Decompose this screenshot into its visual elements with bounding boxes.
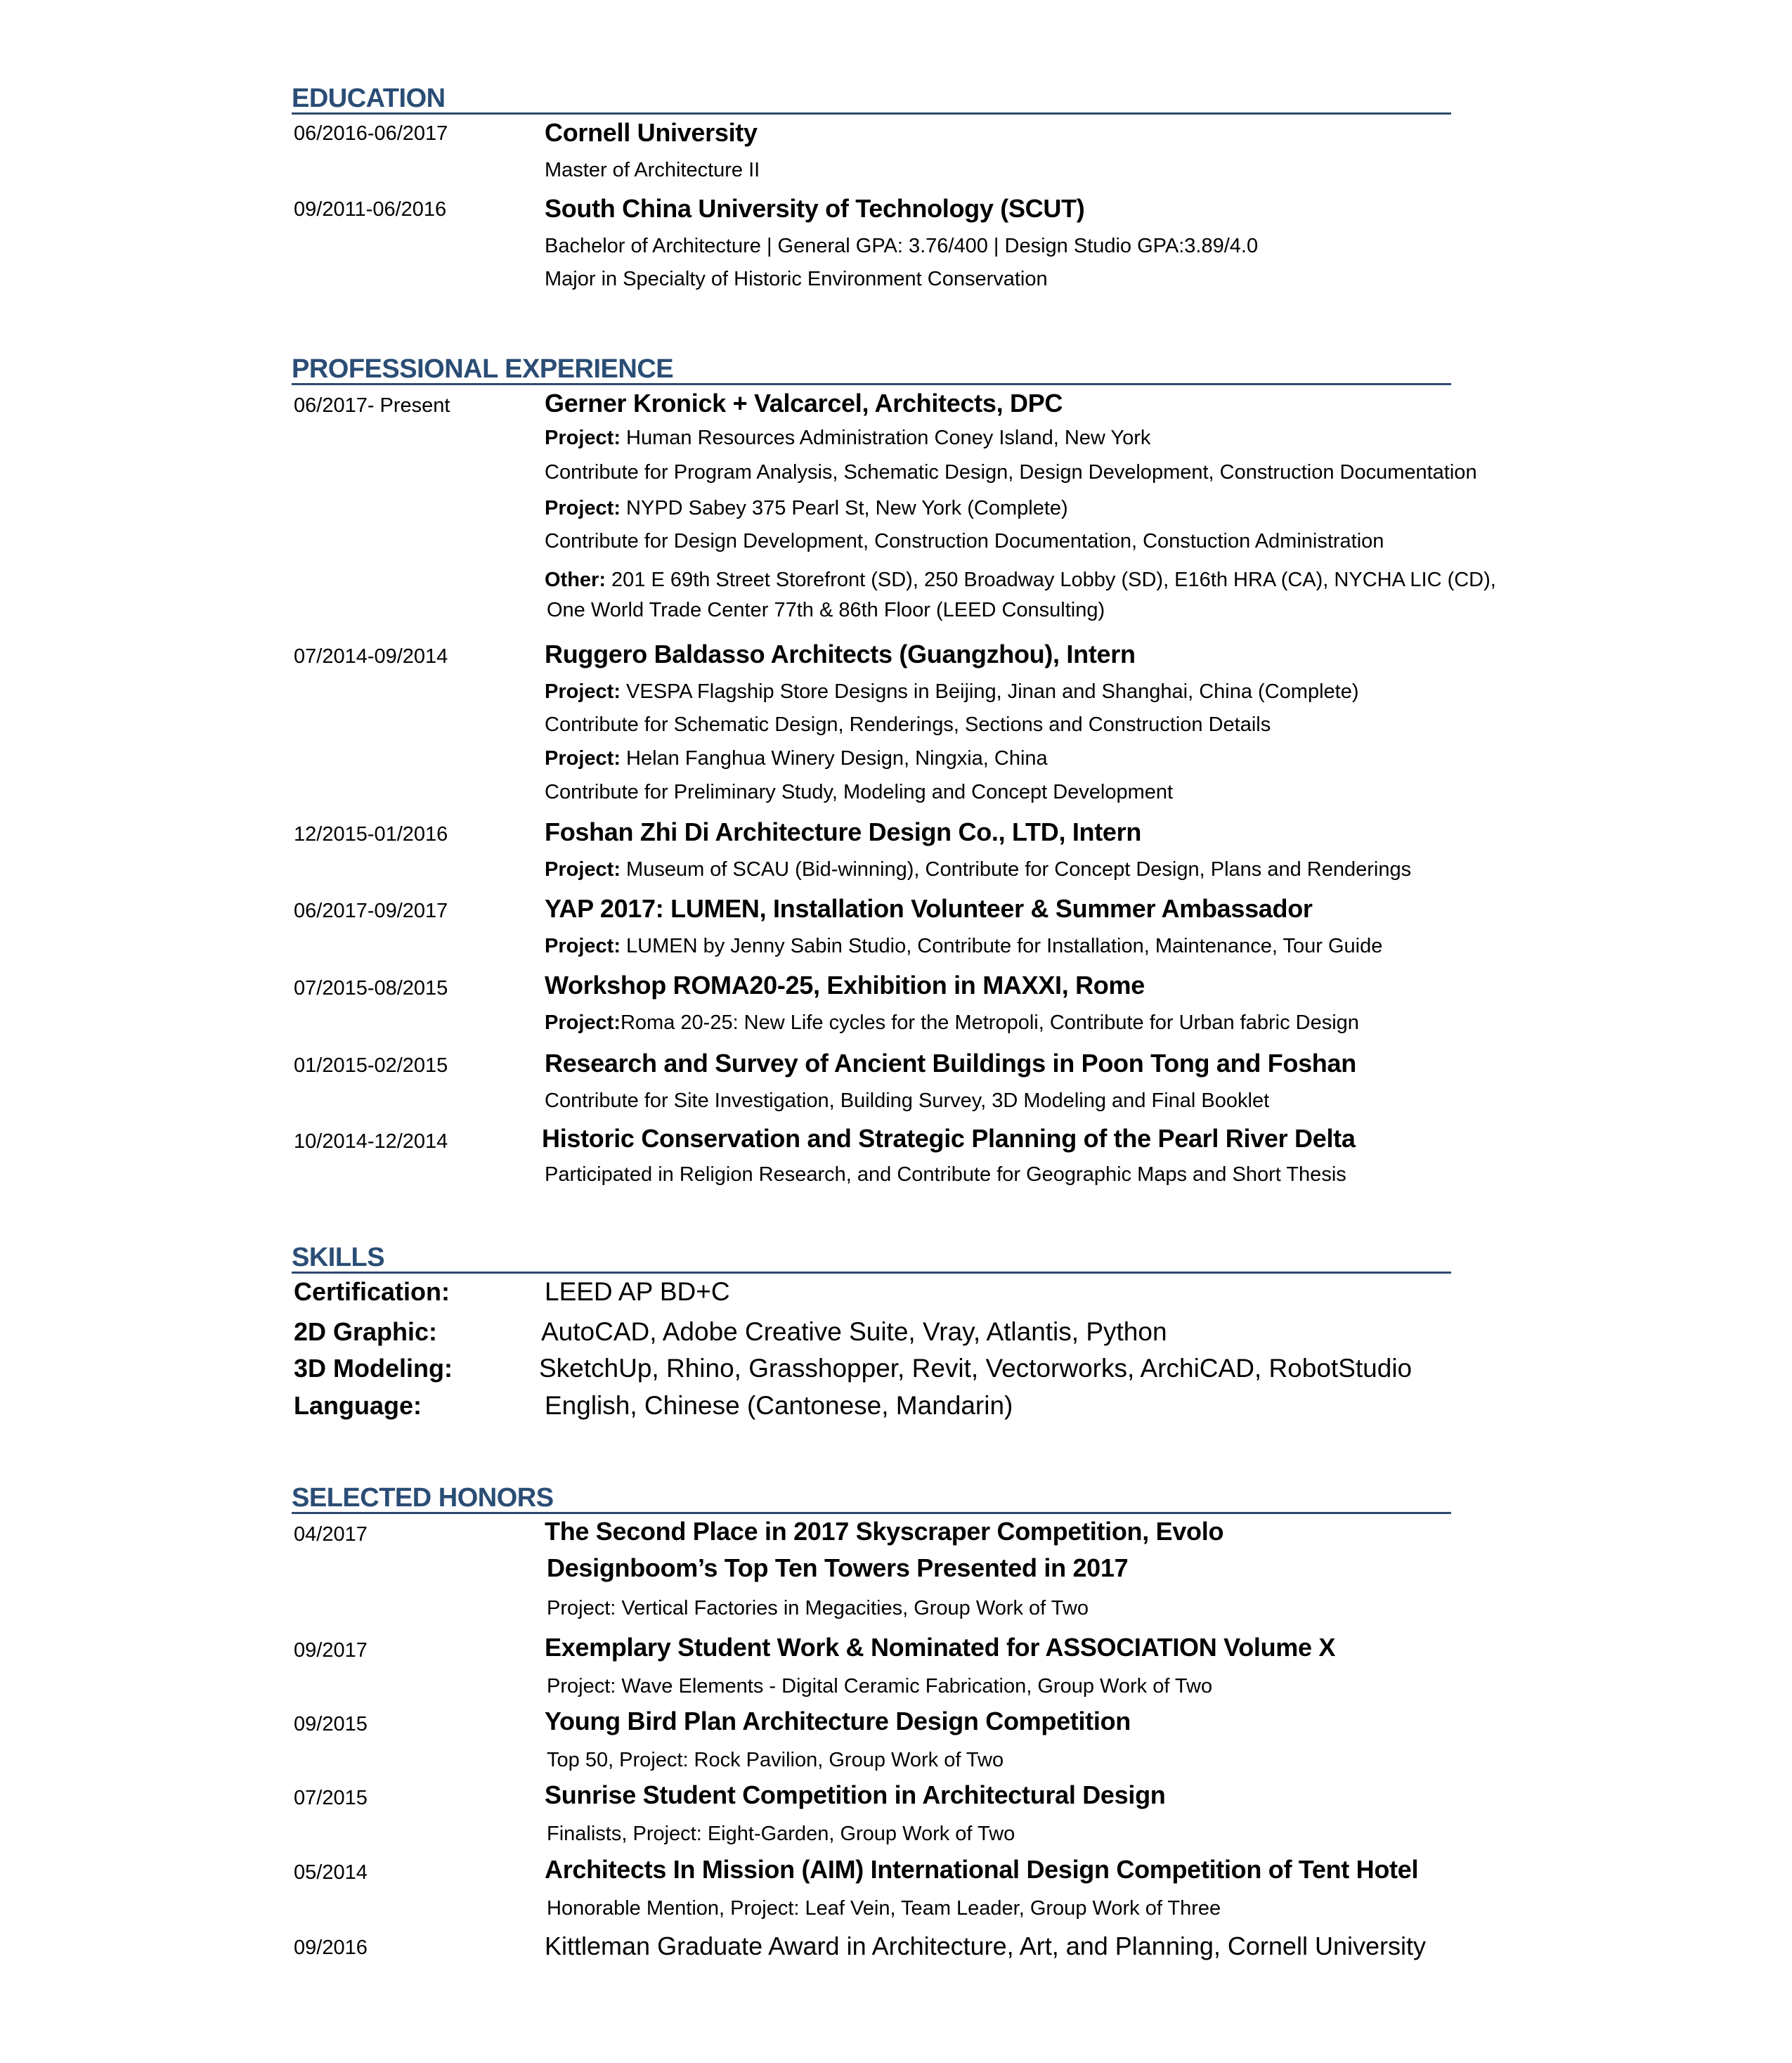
skill-value: SketchUp, Rhino, Grasshopper, Revit, Vectorworks, ArchiCAD, RobotStudio	[539, 1354, 1413, 1383]
experience-date: 07/2015-08/2015	[294, 977, 448, 1000]
experience-line	[545, 569, 1496, 592]
experience-heading: PROFESSIONAL EXPERIENCE	[292, 354, 674, 384]
line-text: Museum of SCAU (Bid-winning), Contribute for Concept Design, Plans and Renderings	[620, 858, 1412, 881]
experience-date: 01/2015-02/2015	[294, 1054, 448, 1077]
honor-date: 09/2015	[294, 1713, 368, 1735]
experience-date: 07/2014-09/2014	[294, 645, 448, 668]
line-label: Project:	[545, 680, 621, 703]
honor-detail: Top 50, Project: Rock Pavilion, Group Work of Two	[547, 1749, 1004, 1771]
line-label: Project:	[545, 858, 621, 881]
honor-title: Sunrise Student Competition in Architectural Design	[545, 1780, 1166, 1809]
line-text: Contribute for Site Investigation, Building Survey, 3D Modeling and Final Booklet	[545, 1089, 1270, 1112]
honor-date: 09/2016	[294, 1936, 368, 1959]
experience-date: 10/2014-12/2014	[294, 1130, 448, 1153]
line-text: LUMEN by Jenny Sabin Studio, Contribute for Installation, Maintenance, Tour Guide	[620, 935, 1383, 957]
skill-value: LEED AP BD+C	[545, 1277, 730, 1306]
line-label: Project:	[545, 497, 621, 519]
honor-date: 07/2015	[294, 1787, 368, 1809]
line-text: Helan Fanghua Winery Design, Ningxia, China	[620, 747, 1048, 770]
education-heading: EDUCATION	[292, 84, 446, 113]
line-text: Contribute for Design Development, Construction Documentation, Constuction Administration	[545, 530, 1384, 552]
line-text: Contribute for Schematic Design, Renderings, Sections and Construction Details	[545, 713, 1271, 736]
honor-date: 09/2017	[294, 1639, 368, 1662]
experience-title: Historic Conservation and Strategic Planning of the Pearl River Delta	[542, 1124, 1356, 1153]
experience-line	[545, 1089, 1269, 1113]
line-label: Project:	[545, 935, 621, 957]
honor-detail: Honorable Mention, Project: Leaf Vein, Team Leader, Group Work of Three	[547, 1897, 1221, 1920]
experience-line	[545, 747, 1048, 770]
education-section-header	[292, 77, 1451, 115]
honor-detail: Project: Wave Elements - Digital Ceramic Fabrication, Group Work of Two	[547, 1675, 1213, 1697]
experience-line	[545, 497, 1068, 520]
honor-detail: Finalists, Project: Eight-Garden, Group Work of Two	[547, 1823, 1015, 1845]
skill-value: AutoCAD, Adobe Creative Suite, Vray, Atlantis, Python	[541, 1317, 1167, 1346]
honor-title: The Second Place in 2017 Skyscraper Competition, Evolo	[545, 1517, 1224, 1546]
skill-label: Certification:	[294, 1277, 450, 1306]
honor-award: Kittleman Graduate Award in Architecture, Art, and Planning, Cornell University	[545, 1932, 1426, 1960]
skill-value: English, Chinese (Cantonese, Mandarin)	[545, 1391, 1013, 1420]
experience-line	[545, 935, 1382, 958]
experience-title: Ruggero Baldasso Architects (Guangzhou), Intern	[545, 640, 1136, 668]
experience-date: 12/2015-01/2016	[294, 823, 448, 846]
experience-line	[545, 713, 1271, 737]
education-detail: Master of Architecture II	[545, 159, 760, 181]
line-label: Project:	[545, 747, 621, 770]
education-detail: Major in Specialty of Historic Environment Conservation	[545, 268, 1048, 290]
skills-section-header	[292, 1236, 1451, 1274]
experience-line	[545, 1011, 1359, 1035]
honor-title: Young Bird Plan Architecture Design Competition	[545, 1707, 1131, 1735]
experience-line	[545, 530, 1384, 553]
line-text: Roma 20-25: New Life cycles for the Metropoli, Contribute for Urban fabric Design	[620, 1011, 1359, 1034]
skill-label: 2D Graphic:	[294, 1317, 438, 1346]
honors-heading: SELECTED HONORS	[292, 1483, 554, 1513]
skills-heading: SKILLS	[292, 1243, 385, 1272]
honor-title: Exemplary Student Work & Nominated for ASSOCIATION Volume X	[545, 1633, 1336, 1662]
experience-line	[547, 599, 1105, 622]
line-text: Human Resources Administration Coney Island, New York	[620, 427, 1151, 449]
education-title: South China University of Technology (SCUT)	[545, 194, 1085, 223]
honor-date: 04/2017	[294, 1523, 368, 1546]
experience-title: Gerner Kronick + Valcarcel, Architects, DPC	[545, 389, 1063, 418]
skill-label: 3D Modeling:	[294, 1354, 453, 1383]
line-text: One World Trade Center 77th & 86th Floor (LEED Consulting)	[547, 599, 1105, 621]
experience-title: Foshan Zhi Di Architecture Design Co., LTD, Intern	[545, 817, 1142, 846]
honors-section-header	[292, 1477, 1451, 1514]
honor-detail: Project: Vertical Factories in Megacities, Group Work of Two	[547, 1597, 1089, 1619]
line-text: Contribute for Preliminary Study, Modeling and Concept Development	[545, 781, 1174, 803]
experience-title: YAP 2017: LUMEN, Installation Volunteer & Summer Ambassador	[545, 894, 1313, 923]
line-text: 201 E 69th Street Storefront (SD), 250 Broadway Lobby (SD), E16th HRA (CA), NYCHA LIC (CD),	[606, 569, 1496, 591]
education-date: 09/2011-06/2016	[294, 198, 447, 221]
experience-date: 06/2017-09/2017	[294, 900, 448, 922]
experience-date: 06/2017- Present	[294, 394, 450, 417]
line-text: NYPD Sabey 375 Pearl St, New York (Complete)	[620, 497, 1068, 519]
line-label: Other:	[545, 569, 606, 591]
experience-line	[545, 1163, 1346, 1186]
line-label: Project:	[545, 1011, 621, 1034]
line-text: Participated in Religion Research, and Contribute for Geographic Maps and Short Thesis	[545, 1163, 1346, 1186]
experience-line	[545, 427, 1150, 450]
line-label: Project:	[545, 427, 621, 449]
experience-line	[545, 680, 1358, 704]
education-date: 06/2016-06/2017	[294, 122, 448, 145]
education-title: Cornell University	[545, 118, 758, 147]
experience-title: Workshop ROMA20-25, Exhibition in MAXXI, Rome	[545, 971, 1145, 1000]
experience-line	[545, 781, 1173, 804]
line-text: VESPA Flagship Store Designs in Beijing, Jinan and Shanghai, China (Complete)	[620, 680, 1359, 703]
line-text: Contribute for Program Analysis, Schematic Design, Design Development, Construction Documentation	[545, 461, 1477, 484]
skill-label: Language:	[294, 1391, 422, 1420]
experience-line	[545, 461, 1477, 484]
education-detail: Bachelor of Architecture | General GPA: 3.76/400 | Design Studio GPA:3.89/4.0	[545, 235, 1259, 257]
honor-title: Designboom’s Top Ten Towers Presented in 2017	[547, 1553, 1129, 1582]
experience-title: Research and Survey of Ancient Buildings in Poon Tong and Foshan	[545, 1049, 1356, 1078]
honor-date: 05/2014	[294, 1861, 368, 1884]
experience-section-header	[292, 348, 1451, 385]
experience-line	[545, 858, 1411, 881]
honor-title: Architects In Mission (AIM) International Design Competition of Tent Hotel	[545, 1855, 1419, 1884]
